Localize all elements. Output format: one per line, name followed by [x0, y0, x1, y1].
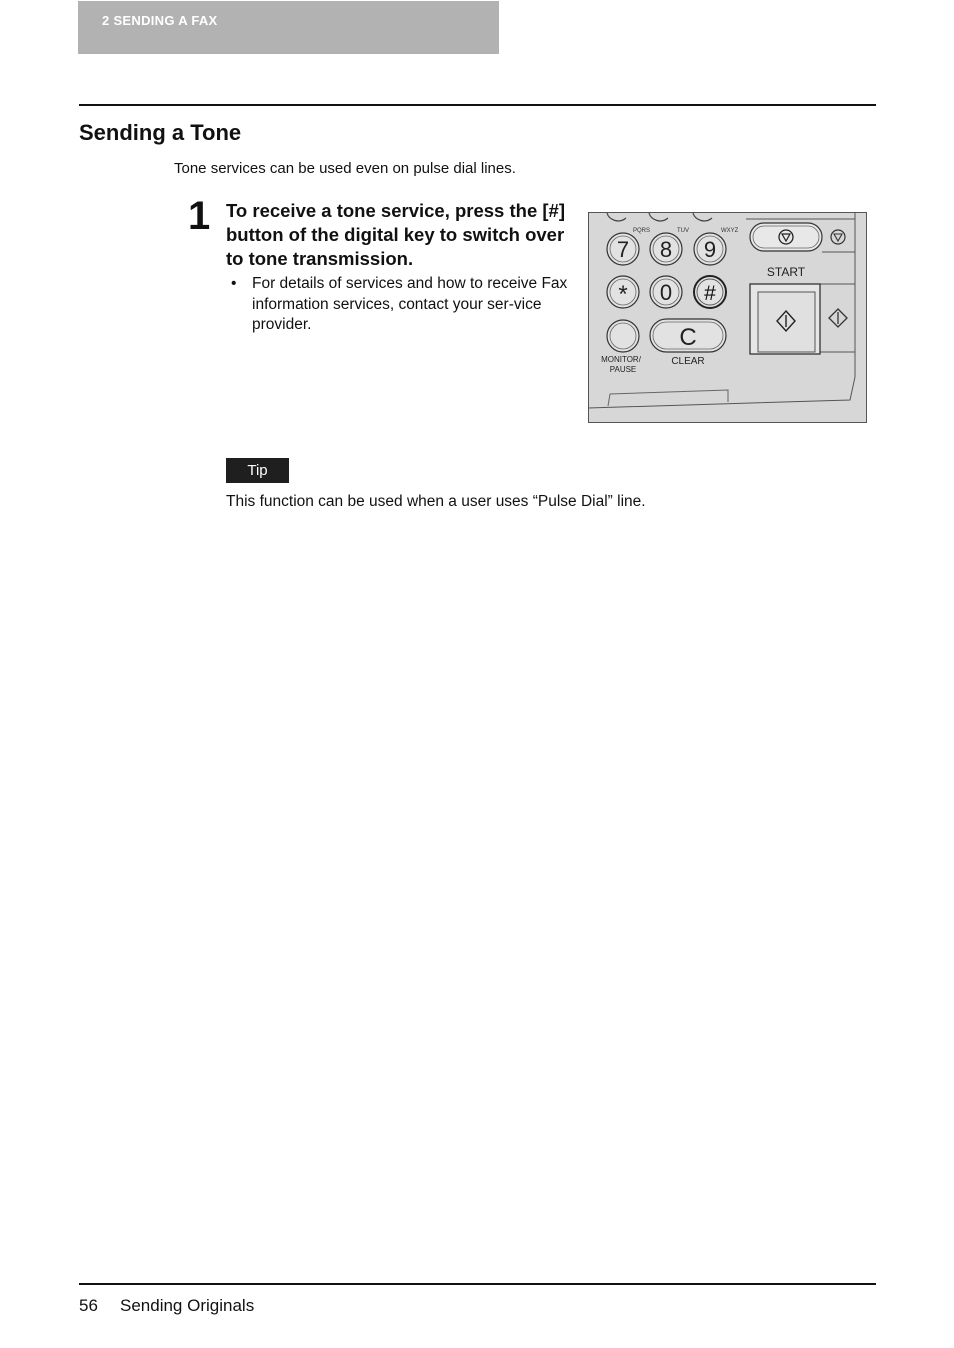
- top-rule: [79, 104, 876, 106]
- stop-button[interactable]: [750, 223, 822, 251]
- key-0-label: 0: [659, 280, 673, 305]
- intro-text: Tone services can be used even on pulse dial lines.: [174, 160, 516, 177]
- key-8[interactable]: [650, 233, 682, 265]
- pause-label: PAUSE: [609, 365, 637, 374]
- key-hash-label: #: [704, 282, 716, 305]
- section-title: Sending a Tone: [79, 120, 242, 145]
- key-0[interactable]: [650, 276, 682, 308]
- key-9-label: 9: [703, 237, 717, 262]
- letters-wxyz: WXYZ: [721, 228, 739, 234]
- key-hash[interactable]: [694, 276, 726, 308]
- page-number: 56: [79, 1296, 98, 1315]
- letters-pqrs: PQRS: [633, 228, 651, 234]
- tip-text: This function can be used when a user uses “Pulse Dial” line.: [226, 493, 646, 510]
- footer-section-name: Sending Originals: [120, 1296, 255, 1315]
- clear-label: CLEAR: [671, 356, 705, 367]
- key-9[interactable]: [694, 233, 726, 265]
- monitor-label: MONITOR/: [601, 355, 641, 364]
- key-8-label: 8: [659, 237, 673, 262]
- control-panel-illustration: [588, 212, 867, 423]
- clear-key-label: C: [679, 324, 697, 351]
- tip-badge: Tip: [226, 458, 289, 483]
- bottom-rule: [79, 1283, 876, 1285]
- key-7[interactable]: [607, 233, 639, 265]
- start-button[interactable]: [750, 284, 820, 354]
- start-label: START: [766, 265, 806, 279]
- key-star-label: *: [618, 281, 628, 308]
- letters-tuv: TUV: [677, 228, 689, 234]
- bullet-item: • For details of services and how to receive Fax information services, contact your ser-vice provider.: [231, 275, 568, 333]
- chapter-label: 2 SENDING A FAX: [102, 13, 218, 28]
- key-7-label: 7: [616, 237, 630, 262]
- step-instruction: To receive a tone service, press the [#] button of the digital key to switch over to tone transmission.: [226, 200, 565, 269]
- monitor-pause-button[interactable]: [607, 320, 639, 352]
- step-bullet-list: [226, 274, 571, 336]
- step-number: 1: [188, 194, 211, 238]
- chapter-tab: [78, 1, 499, 54]
- clear-button[interactable]: [650, 319, 726, 352]
- key-star[interactable]: [607, 276, 639, 308]
- bullet-text: For details of services and how to receive Fax information services, contact your ser-vice provider.: [252, 275, 568, 333]
